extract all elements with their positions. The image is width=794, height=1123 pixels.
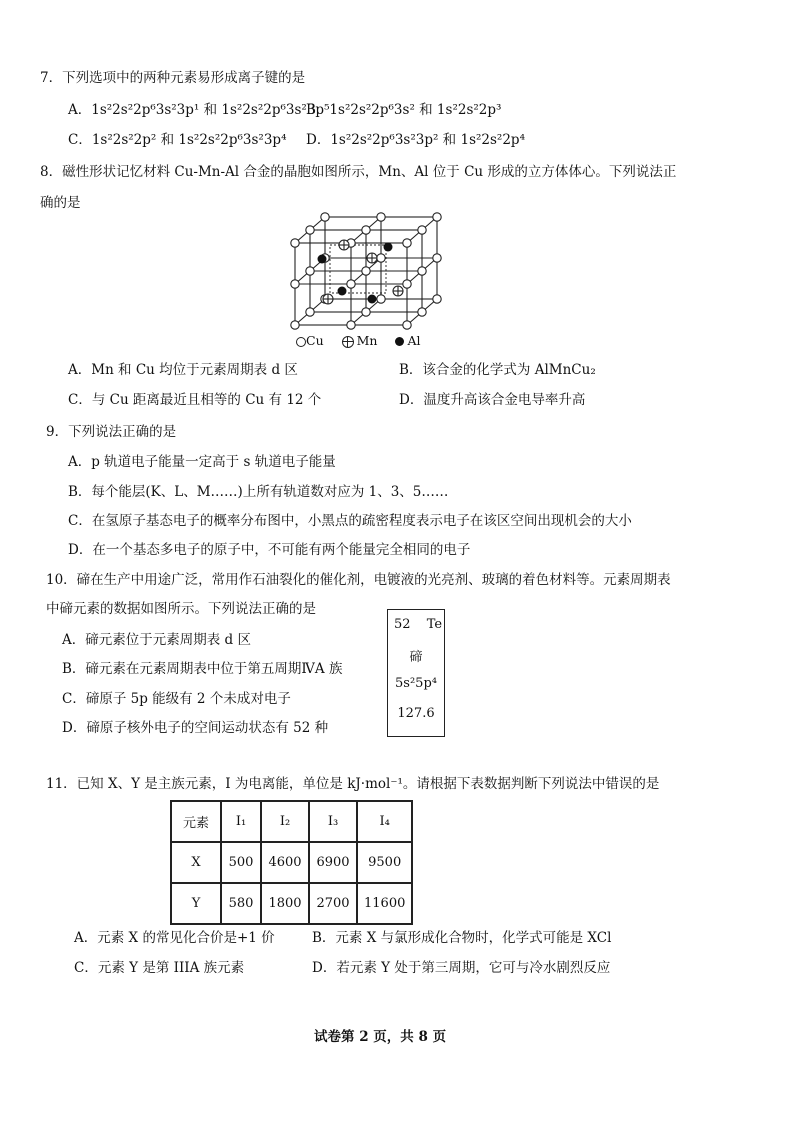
mn-legend-label: Mn: [356, 333, 378, 348]
q7-option-a: A．1s²2s²2p⁶3s²3p¹ 和 1s²2s²2p⁶3s²3p⁵: [68, 102, 330, 118]
mn-legend-icon: [342, 336, 354, 348]
cu-atoms: [291, 213, 441, 329]
table-row: [171, 883, 412, 924]
header-cell: I₂: [261, 801, 309, 842]
page-footer: 试卷第 2 页，共 8 页: [314, 1029, 447, 1045]
q10-option-c: C．碲原子 5p 能级有 2 个未成对电子: [62, 691, 291, 707]
ionization-energy-table: [170, 800, 413, 925]
table-cell: 11600: [357, 883, 412, 924]
al-legend-icon: [395, 337, 404, 346]
element-symbol: Te: [426, 617, 443, 632]
table-cell: Y: [171, 883, 221, 924]
tellurium-element-card: [387, 609, 445, 737]
q7-option-d: D．1s²2s²2p⁶3s²3p² 和 1s²2s²2p⁴: [306, 132, 525, 148]
q7-option-b: B．1s²2s²2p⁶3s² 和 1s²2s²2p³: [306, 102, 502, 118]
cu-legend-icon: [296, 337, 306, 347]
q7-option-c: C．1s²2s²2p² 和 1s²2s²2p⁶3s²3p⁴: [68, 132, 287, 148]
q9-option-c: C．在氢原子基态电子的概率分布图中，小黑点的疏密程度表示电子在该区空间出现机会的大小: [68, 513, 632, 529]
q11-option-d: D．若元素 Y 处于第三周期，它可与冷水剧烈反应: [312, 960, 611, 976]
q8-stem-line2: 确的是: [40, 195, 81, 211]
q10-option-b: B．碲元素在元素周期表中位于第五周期ⅣA 族: [62, 661, 343, 677]
electron-config: 5s²5p⁴: [395, 676, 437, 691]
q8-option-b: B．该合金的化学式为 AlMnCu₂: [399, 362, 596, 378]
table-cell: X: [171, 842, 221, 883]
q11-stem: 11．已知 X、Y 是主族元素，I 为电离能，单位是 kJ·mol⁻¹。请根据下表数据判断下列说法中错误的是: [46, 776, 660, 792]
crystal-cell-diagram: [280, 205, 450, 350]
header-cell: 元素: [171, 801, 221, 842]
atomic-mass: 127.6: [397, 706, 435, 721]
table-cell: 6900: [309, 842, 357, 883]
q10-stem-line1: 10．碲在生产中用途广泛，常用作石油裂化的催化剂，电镀液的光亮剂、玻璃的着色材料等。元素周期表: [46, 572, 671, 588]
table-cell: 500: [221, 842, 261, 883]
cu-legend-label: Cu: [306, 333, 324, 348]
crystal-legend: [296, 333, 420, 348]
q9-option-b: B．每个能层(K、L、M……)上所有轨道数对应为 1、3、5……: [68, 484, 449, 500]
table-cell: 1800: [261, 883, 309, 924]
q11-option-b: B．元素 X 与氯形成化合物时，化学式可能是 XCl: [312, 930, 612, 946]
header-cell: I₁: [221, 801, 261, 842]
q8-option-c: C．与 Cu 距离最近且相等的 Cu 有 12 个: [68, 392, 322, 408]
element-name: 碲: [409, 650, 423, 665]
table-cell: 2700: [309, 883, 357, 924]
q9-option-a: A．p 轨道电子能量一定高于 s 轨道电子能量: [68, 454, 336, 470]
table-cell: 9500: [357, 842, 412, 883]
atomic-number: 52: [394, 617, 411, 632]
q11-option-a: A．元素 X 的常见化合价是+1 价: [74, 930, 275, 946]
q7-stem: 7．下列选项中的两种元素易形成离子键的是: [40, 70, 306, 86]
header-cell: I₃: [309, 801, 357, 842]
table-header-row: [171, 801, 412, 842]
q11-option-c: C．元素 Y 是第 IIIA 族元素: [74, 960, 245, 976]
table-cell: 4600: [261, 842, 309, 883]
q10-option-a: A．碲元素位于元素周期表 d 区: [62, 632, 251, 648]
q8-option-d: D．温度升高该合金电导率升高: [399, 392, 586, 408]
table-cell: 580: [221, 883, 261, 924]
header-cell: I₄: [357, 801, 412, 842]
table-row: [171, 842, 412, 883]
q9-option-d: D．在一个基态多电子的原子中，不可能有两个能量完全相同的电子: [68, 542, 471, 558]
q8-option-a: A．Mn 和 Cu 均位于元素周期表 d 区: [68, 362, 298, 378]
q9-stem: 9．下列说法正确的是: [46, 424, 177, 440]
q10-option-d: D．碲原子核外电子的空间运动状态有 52 种: [62, 720, 329, 736]
q10-stem-line2: 中碲元素的数据如图所示。下列说法正确的是: [46, 601, 316, 617]
q8-stem-line1: 8．磁性形状记忆材料 Cu-Mn-Al 合金的晶胞如图所示，Mn、Al 位于 Cu 形成的立方体体心。下列说法正: [40, 164, 677, 180]
al-legend-label: Al: [407, 333, 421, 348]
